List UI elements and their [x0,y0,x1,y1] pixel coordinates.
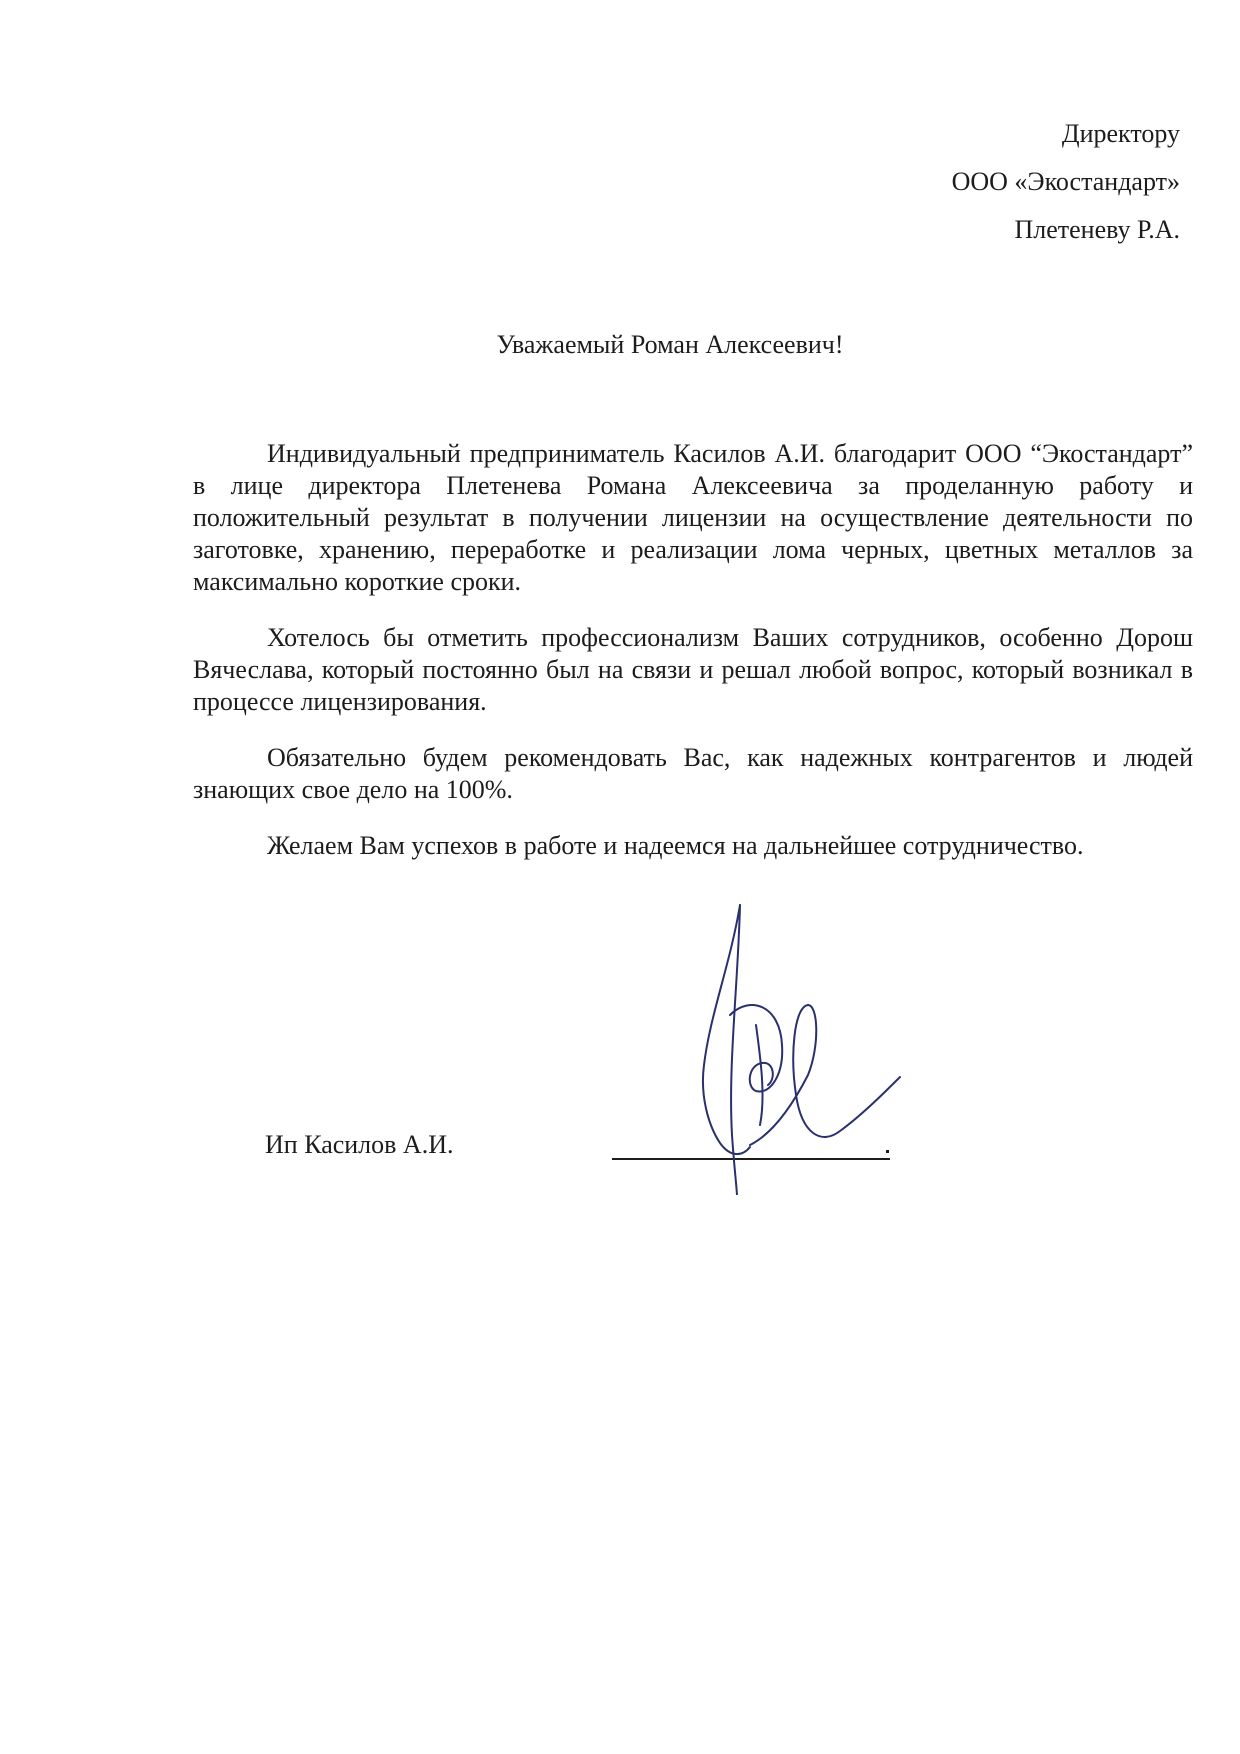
handwritten-signature [690,895,950,1195]
signature-stroke-1 [703,905,750,1154]
signature-stroke-2 [731,905,740,1195]
addressee-company: ООО «Экостандарт» [951,167,1180,196]
signer-name: Ип Касилов А.И. [265,1130,454,1159]
addressee-name: Плетеневу Р.А. [1014,215,1180,244]
greeting: Уважаемый Роман Алексеевич! [496,330,844,359]
paragraph-recommend: Обязательно будем рекомендовать Вас, как надежных контрагентов и людей знающих свое дело на 100%. [193,743,1193,804]
signature-stroke-3 [730,1005,782,1092]
letter-body [193,438,1193,862]
paragraph-staff: Хотелось бы отметить профессионализм Ваших сотрудников, особенно Дорош Вячеслава, который постоянно был на связи и решал любой вопрос, который возникал в процессе лицензирования. [193,623,1193,716]
paragraph-wishes: Желаем Вам успехов в работе и надеемся на дальнейшее сотрудничество. [267,831,1084,860]
addressee-title: Директору [1061,119,1180,148]
signature-stroke-5 [756,1025,763,1125]
addressee-block [952,110,1180,254]
paragraph-thanks: Индивидуальный предприниматель Касилов А.И. благодарит ООО “Экостандарт” в лице директора Плетенева Романа Алексеевича за проделанную работу и положительный результат в получении лицензии на осуществление деятельности по заготовке, хранению, переработке и реализации лома черных, цветных металлов за максимально короткие сроки. [193,439,1193,596]
